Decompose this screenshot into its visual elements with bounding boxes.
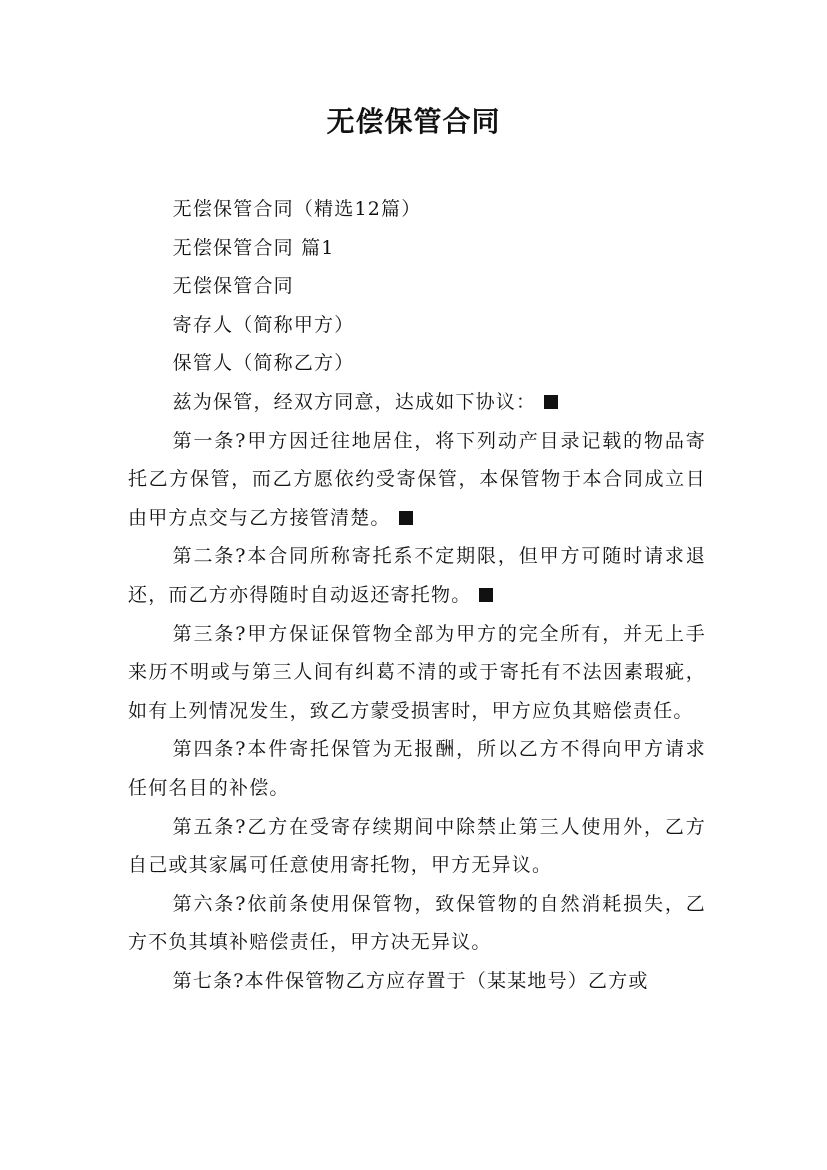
paragraph-text: 第一条?甲方因迁往地居住，将下列动产目录记载的物品寄托乙方保管，而乙方愿依约受寄保管，本保管物于本合同成立日由甲方点交与乙方接管清楚。 (128, 429, 706, 529)
paragraph-text: 第五条?乙方在受寄存续期间中除禁止第三人使用外，乙方自己或其家属可任意使用寄托物，甲方无异议。 (128, 815, 706, 877)
paragraph-12 (128, 885, 706, 962)
paragraph-5 (128, 344, 706, 383)
paragraph-3 (128, 267, 706, 306)
paragraph-text: 第二条?本合同所称寄托系不定期限，但甲方可随时请求退还，而乙方亦得随时自动返还寄托物。 (128, 545, 706, 606)
paragraph-text: 保管人（简称乙方） (172, 352, 355, 375)
paragraph-9 (128, 615, 706, 731)
paragraph-text: 无偿保管合同 篇1 (172, 236, 335, 259)
paragraph-text: 无偿保管合同（精选12篇） (172, 198, 422, 220)
paragraph-13 (128, 962, 706, 1001)
black-square-mark (399, 511, 413, 525)
paragraph-text: 寄存人（简称甲方） (172, 313, 355, 336)
paragraph-text: 兹为保管，经双方同意，达成如下协议： (172, 390, 537, 413)
document-body (128, 190, 706, 1000)
paragraph-text: 第四条?本件寄托保管为无报酬，所以乙方不得向甲方请求任何名目的补偿。 (128, 738, 706, 799)
paragraph-text: 第七条?本件保管物乙方应存置于（某某地号）乙方或 (172, 969, 649, 992)
paragraph-4 (128, 306, 706, 345)
paragraph-8 (128, 537, 706, 614)
black-square-mark (544, 395, 558, 409)
paragraph-text: 无偿保管合同 (172, 275, 294, 298)
document-title: 无偿保管合同 (326, 105, 501, 138)
paragraph-text: 第三条?甲方保证保管物全部为甲方的完全所有，并无上手来历不明或与第三人间有纠葛不清的或于寄托有不法因素瑕疵，如有上列情况发生，致乙方蒙受损害时，甲方应负其赔偿责任。 (128, 622, 706, 722)
black-square-mark (479, 588, 493, 602)
paragraph-10 (128, 730, 706, 807)
paragraph-1 (128, 190, 706, 229)
paragraph-7 (128, 422, 706, 538)
paragraph-6 (128, 383, 706, 422)
paragraph-text: 第六条?依前条使用保管物，致保管物的自然消耗损失，乙方不负其填补赔偿责任，甲方决无异议。 (128, 892, 706, 954)
paragraph-11 (128, 808, 706, 885)
paragraph-2 (128, 229, 706, 268)
